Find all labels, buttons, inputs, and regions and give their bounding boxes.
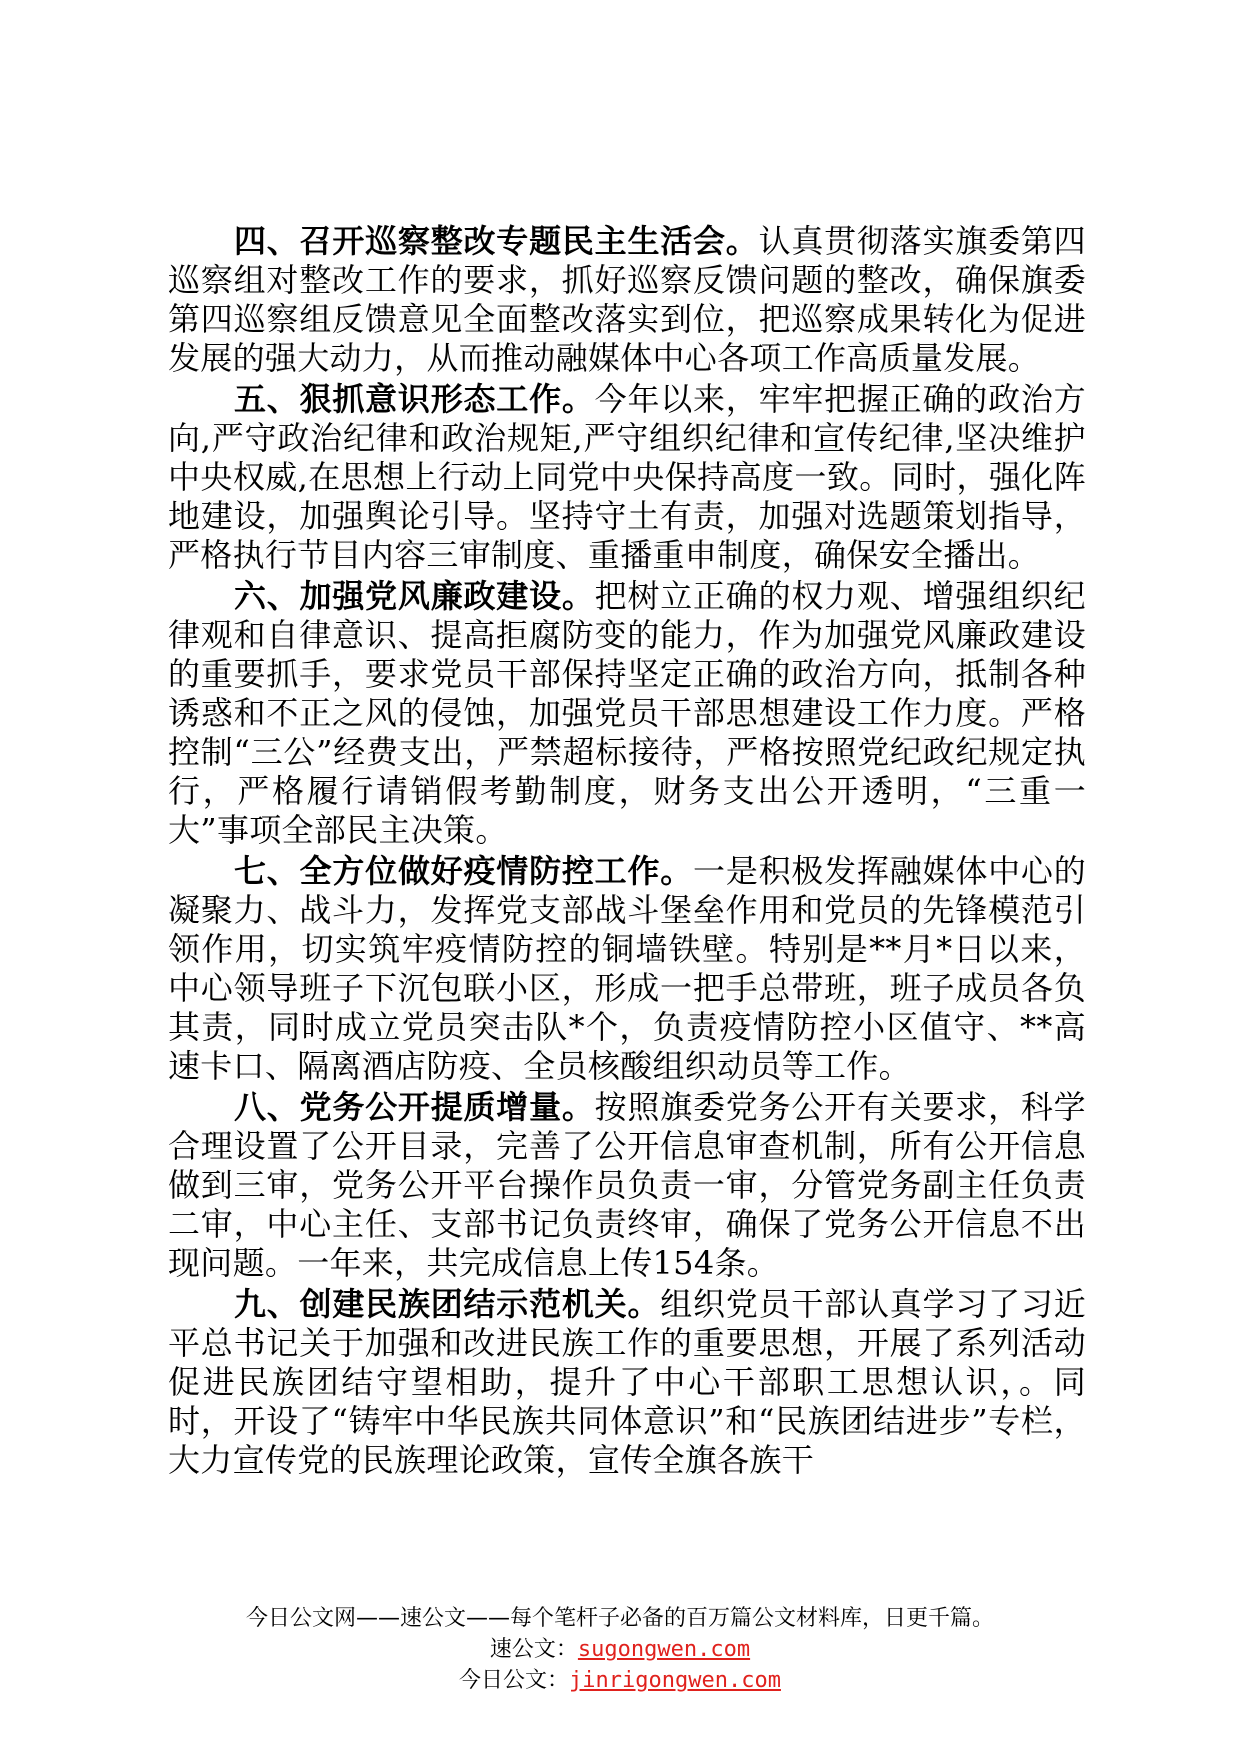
paragraph-text: 组织党员干部认真学习了习近平总书记关于加强和改进民族工作的重要思想，开展了系列活动促进民族团结守望相助，提升了中心干部职工思想认识，。同时，开设了“铸牢中华民族共同体意识”和“民族团结进步”专栏，大力宣传党的民族理论政策，宣传全旗各族干 <box>168 1285 1087 1479</box>
site1-link[interactable]: sugongwen.com <box>577 1637 751 1662</box>
paragraph-heading: 八、党务公开提质增量。 <box>234 1088 595 1126</box>
footer-watermark <box>0 1603 1240 1696</box>
paragraph-heading: 四、召开巡察整改专题民主生活会。 <box>234 222 759 260</box>
paragraph-8 <box>168 1088 1086 1283</box>
paragraph-text: 把树立正确的权力观、增强组织纪律观和自律意识、提高拒腐防变的能力，作为加强党风廉政建设的重要抓手，要求党员干部保持坚定正确的政治方向，抵制各种诱惑和不正之风的侵蚀，加强党员干部思想建设工作力度。严格控制“三公”经费支出，严禁超标接待，严格按照党纪政纪规定执行，严格履行请销假考勤制度，财务支出公开透明，“三重一大”事项全部民主决策。 <box>168 577 1086 849</box>
footer-site1 <box>0 1634 1240 1665</box>
site2-label: 今日公文： <box>459 1668 570 1693</box>
paragraph-4 <box>168 222 1086 378</box>
paragraph-heading: 五、狠抓意识形态工作。 <box>234 380 595 418</box>
paragraph-text: 按照旗委党务公开有关要求，科学合理设置了公开目录，完善了公开信息审查机制，所有公开信息做到三审，党务公开平台操作员负责一审，分管党务副主任负责二审，中心主任、支部书记负责终审，确保了党务公开信息不出现问题。一年来，共完成信息上传154条。 <box>168 1088 1086 1282</box>
paragraph-text: 一是积极发挥融媒体中心的凝聚力、战斗力，发挥党支部战斗堡垒作用和党员的先锋模范引领作用，切实筑牢疫情防控的铜墙铁壁。特别是**月*日以来，中心领导班子下沉包联小区，形成一把手总带班，班子成员各负其责，同时成立党员突击队*个，负责疫情防控小区值守、**高速卡口、隔离酒店防疫、全员核酸组织动员等工作。 <box>168 852 1086 1085</box>
paragraph-heading: 七、全方位做好疫情防控工作。 <box>234 852 694 890</box>
document-body <box>168 222 1086 1482</box>
paragraph-heading: 九、创建民族团结示范机关。 <box>234 1285 661 1323</box>
site1-label: 速公文： <box>489 1637 578 1662</box>
paragraph-6 <box>168 577 1086 850</box>
paragraph-text: 今年以来，牢牢把握正确的政治方向,严守政治纪律和政治规矩,严守组织纪律和宣传纪律,坚决维护中央权威,在思想上行动上同党中央保持高度一致。同时，强化阵地建设，加强舆论引导。坚持守土有责，加强对选题策划指导，严格执行节目内容三审制度、重播重申制度，确保安全播出。 <box>168 380 1086 574</box>
paragraph-text: 认真贯彻落实旗委第四巡察组对整改工作的要求，抓好巡察反馈问题的整改，确保旗委第四巡察组反馈意见全面整改落实到位，把巡察成果转化为促进发展的强大动力，从而推动融媒体中心各项工作高质量发展。 <box>168 222 1086 377</box>
footer-site2 <box>0 1665 1240 1696</box>
paragraph-7 <box>168 852 1086 1086</box>
paragraph-9 <box>168 1285 1086 1480</box>
site2-link[interactable]: jinrigongwen.com <box>569 1668 781 1693</box>
paragraph-5 <box>168 380 1086 575</box>
footer-slogan: 今日公文网——速公文——每个笔杆子必备的百万篇公文材料库，日更千篇。 <box>245 1606 994 1631</box>
paragraph-heading: 六、加强党风廉政建设。 <box>234 577 595 615</box>
